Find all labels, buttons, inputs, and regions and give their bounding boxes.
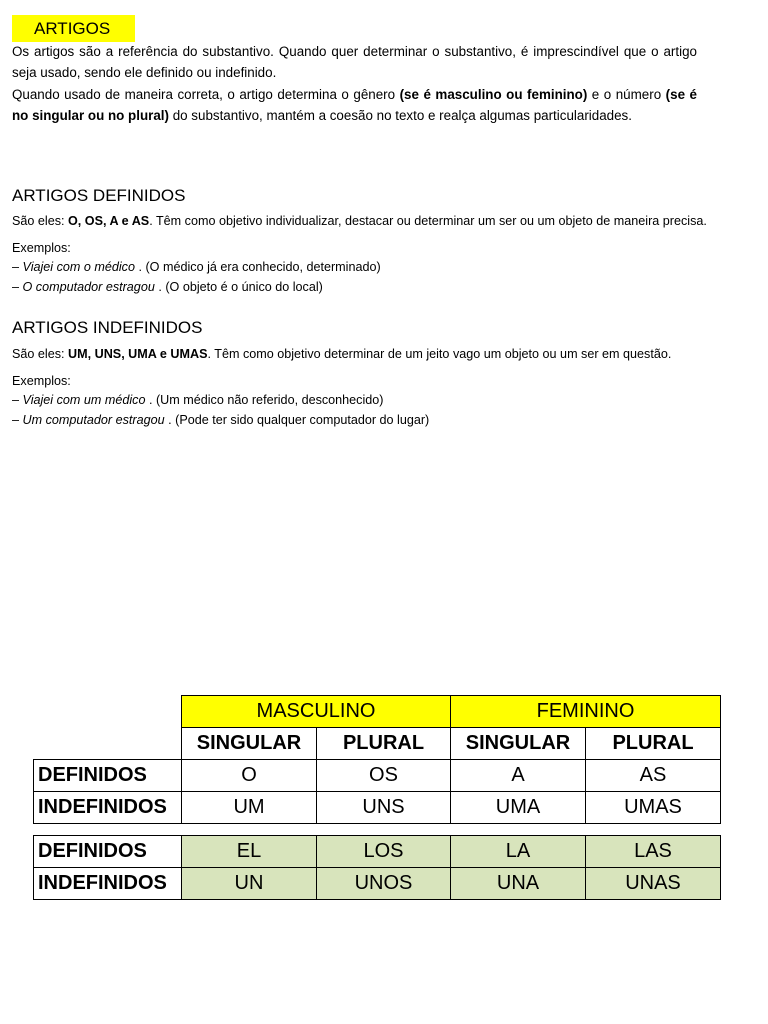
header-plural: PLURAL: [586, 728, 721, 760]
indefinidos-list: UM, UNS, UMA e UMAS: [68, 347, 208, 361]
articles-table-portuguese: [33, 695, 721, 824]
indefinidos-description: [12, 344, 671, 364]
heading-definidos: ARTIGOS DEFINIDOS: [12, 186, 186, 205]
example-rest: . (Pode ter sido qualquer computador do lugar): [164, 413, 430, 427]
definidos-description: [12, 211, 707, 231]
indefinidos-examples-label: Exemplos:: [12, 374, 71, 388]
intro-p2-text: Quando usado de maneira correta, o artigo determina o gênero: [12, 87, 400, 102]
intro-paragraph-1: [12, 41, 697, 83]
table-cell: UNA: [451, 868, 586, 900]
header-singular: SINGULAR: [451, 728, 586, 760]
empty-corner: [34, 696, 182, 728]
definidos-example-1: [12, 257, 381, 277]
table-cell: UMA: [451, 792, 586, 824]
indefinidos-rest: . Têm como objetivo determinar de um jeito vago um objeto ou um ser em questão.: [207, 347, 672, 361]
table-cell: UN: [182, 868, 317, 900]
example-italic: Viajei com um médico: [22, 393, 146, 407]
title-text: ARTIGOS: [34, 19, 111, 38]
definidos-list: O, OS, A e AS: [68, 214, 150, 228]
example-rest: . (O médico já era conhecido, determinado): [134, 260, 381, 274]
table-cell: LAS: [586, 836, 721, 868]
intro-paragraph-2: [12, 84, 697, 126]
example-italic: Viajei com o médico: [22, 260, 135, 274]
table-cell: UNOS: [317, 868, 451, 900]
sao-prefix: São eles:: [12, 347, 69, 361]
dash: –: [12, 280, 23, 294]
intro-p2-text: e o número: [587, 87, 666, 102]
intro-gender-bold: (se é masculino ou feminino): [399, 87, 588, 102]
table-cell: UNAS: [586, 868, 721, 900]
table-cell: LA: [451, 836, 586, 868]
row-label: DEFINIDOS: [34, 760, 182, 792]
definidos-example-2: [12, 277, 323, 297]
dash: –: [12, 260, 23, 274]
intro-p2-text: do substantivo, mantém a coesão no texto e realça algumas particularidades.: [168, 108, 632, 123]
intro-p1-text: Os artigos são a referência do substantivo. Quando quer determinar o substantivo, é imprescindível que o artigo seja usado, sendo ele definido ou indefinido.: [12, 44, 697, 80]
page-title: [12, 15, 135, 42]
empty-corner: [34, 728, 182, 760]
header-masculino: MASCULINO: [182, 696, 451, 728]
dash: –: [12, 413, 23, 427]
table-cell: UMAS: [586, 792, 721, 824]
table-cell: LOS: [317, 836, 451, 868]
table-row: [34, 792, 721, 824]
intro-number-bold: (se é no singular ou no plural): [12, 87, 697, 123]
table-cell: A: [451, 760, 586, 792]
example-rest: . (Um médico não referido, desconhecido): [145, 393, 384, 407]
table-cell: OS: [317, 760, 451, 792]
header-singular: SINGULAR: [182, 728, 317, 760]
definidos-examples-label: Exemplos:: [12, 241, 71, 255]
table-cell: AS: [586, 760, 721, 792]
table-cell: UNS: [317, 792, 451, 824]
header-feminino: FEMININO: [451, 696, 721, 728]
definidos-rest: . Têm como objetivo individualizar, destacar ou determinar um ser ou um objeto de maneira precisa.: [149, 214, 707, 228]
table-cell: UM: [182, 792, 317, 824]
table-row: [34, 760, 721, 792]
header-plural: PLURAL: [317, 728, 451, 760]
example-rest: . (O objeto é o único do local): [154, 280, 323, 294]
example-italic: Um computador estragou: [22, 413, 165, 427]
indefinidos-example-1: [12, 390, 383, 410]
table-row: [34, 868, 721, 900]
heading-indefinidos: ARTIGOS INDEFINIDOS: [12, 318, 203, 337]
row-label: INDEFINIDOS: [34, 792, 182, 824]
example-italic: O computador estragou: [22, 280, 155, 294]
row-label: INDEFINIDOS: [34, 868, 182, 900]
row-label: DEFINIDOS: [34, 836, 182, 868]
indefinidos-example-2: [12, 410, 429, 430]
table-row: [34, 836, 721, 868]
articles-table-spanish: [33, 835, 721, 900]
sao-prefix: São eles:: [12, 214, 69, 228]
dash: –: [12, 393, 23, 407]
table-cell: EL: [182, 836, 317, 868]
table-cell: O: [182, 760, 317, 792]
